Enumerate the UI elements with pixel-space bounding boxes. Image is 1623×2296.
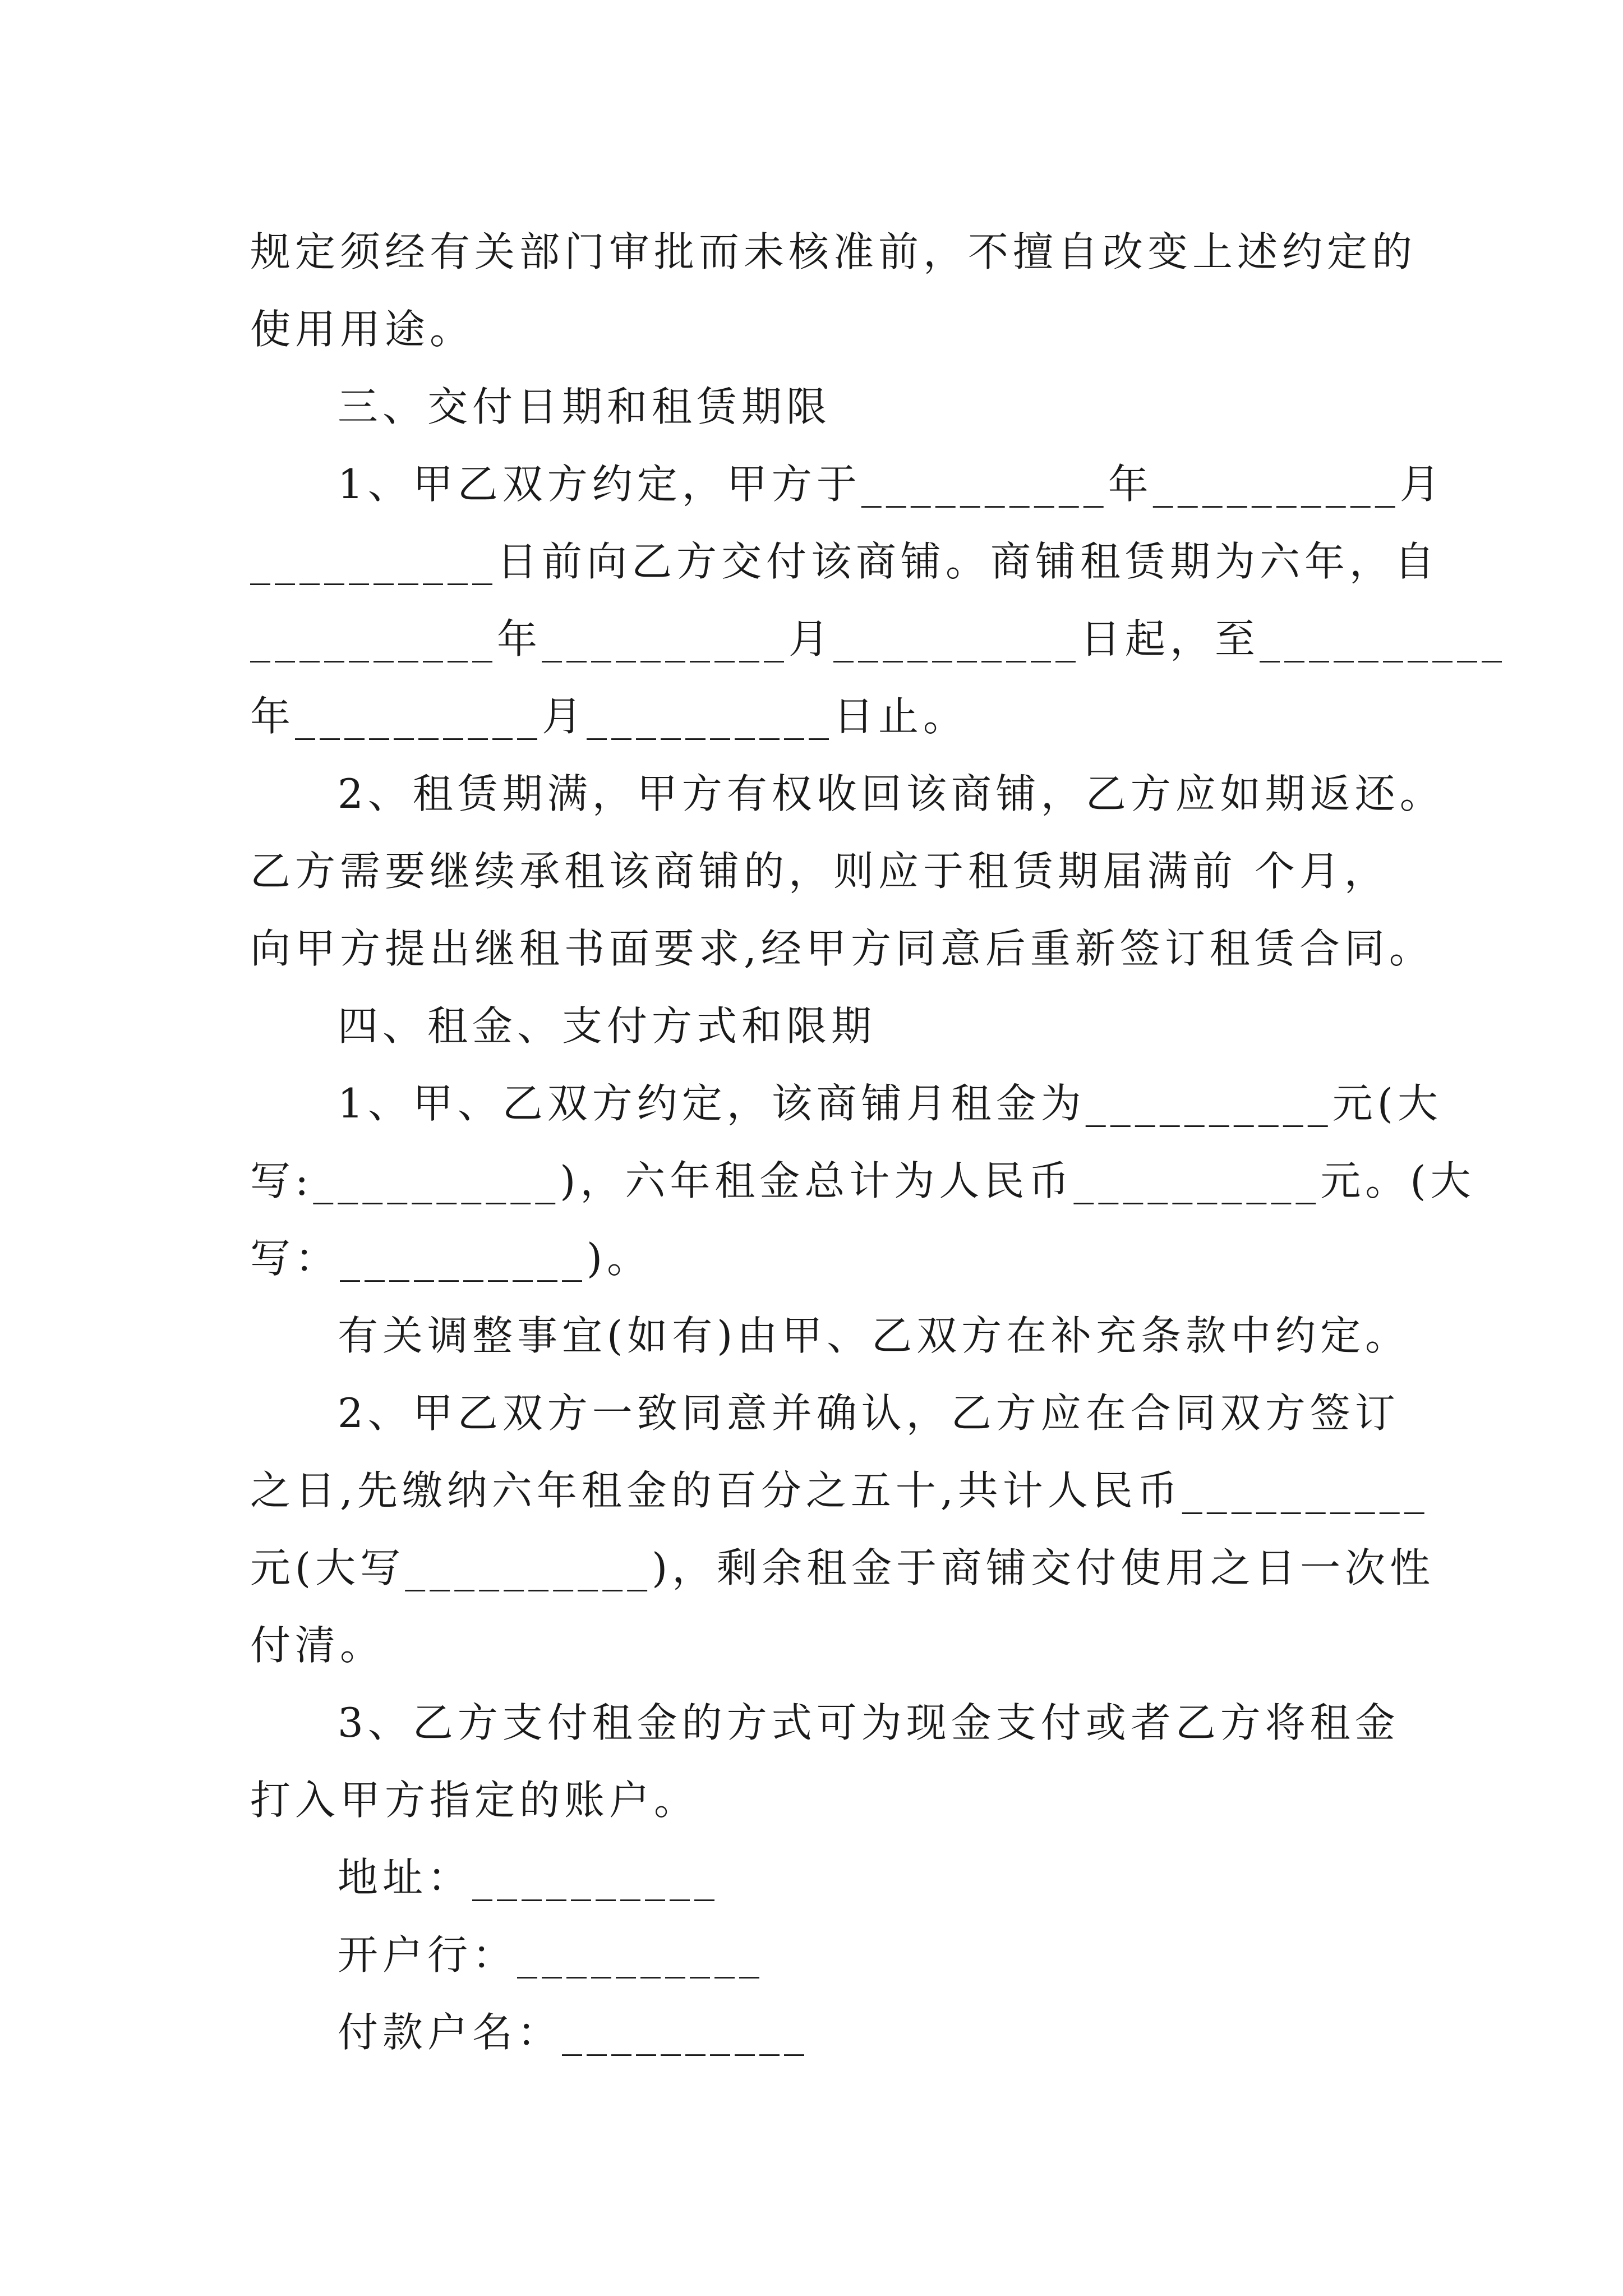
bank-field-line: 开户行：__________ — [338, 1931, 764, 1978]
payee-name-field-line: 付款户名：__________ — [338, 2009, 809, 2056]
paragraph-line: 之日,先缴纳六年租金的百分之五十,共计人民币__________ — [250, 1467, 1429, 1514]
paragraph-line: 打入甲方指定的账户。 — [250, 1777, 699, 1824]
paragraph-line: 1、甲乙双方约定，甲方于__________年__________月 — [338, 461, 1445, 508]
paragraph-line: __________年__________月__________日起，至__________ — [250, 615, 1506, 662]
paragraph-line: 年__________月__________日止。 — [250, 693, 969, 740]
contract-page — [250, 213, 1506, 2071]
paragraph-line: 有关调整事宜(如有)由甲、乙双方在补充条款中约定。 — [338, 1312, 1410, 1359]
paragraph-line: 3、乙方支付租金的方式可为现金支付或者乙方将租金 — [338, 1699, 1400, 1746]
section-heading: 三、交付日期和租赁期限 — [338, 383, 832, 430]
paragraph-line: 乙方需要继续承租该商铺的，则应于租赁期届满前 个月， — [250, 848, 1389, 895]
paragraph-line: 使用用途。 — [250, 306, 475, 353]
paragraph-line: 1、甲、乙双方约定，该商铺月租金为__________元(大 — [338, 1080, 1442, 1127]
paragraph-line: 写：__________)。 — [250, 1235, 652, 1282]
paragraph-line: __________日前向乙方交付该商铺。商铺租赁期为六年，自 — [250, 538, 1440, 585]
section-heading: 四、租金、支付方式和限期 — [338, 1002, 877, 1050]
paragraph-line: 元(大写__________)，剩余租金于商铺交付使用之日一次性 — [250, 1544, 1435, 1591]
paragraph-line: 2、租赁期满，甲方有权收回该商铺，乙方应如期返还。 — [338, 770, 1445, 817]
paragraph-line: 2、甲乙双方一致同意并确认，乙方应在合同双方签订 — [338, 1389, 1400, 1437]
paragraph-line: 写:__________)，六年租金总计为人民币__________元。(大 — [250, 1157, 1476, 1204]
paragraph-line: 付清。 — [250, 1622, 385, 1669]
paragraph-line: 向甲方提出继租书面要求,经甲方同意后重新签订租赁合同。 — [250, 925, 1434, 972]
paragraph-line: 规定须经有关部门审批而未核准前，不擅自改变上述约定的 — [250, 228, 1417, 275]
address-field-line: 地址：__________ — [338, 1854, 720, 1901]
